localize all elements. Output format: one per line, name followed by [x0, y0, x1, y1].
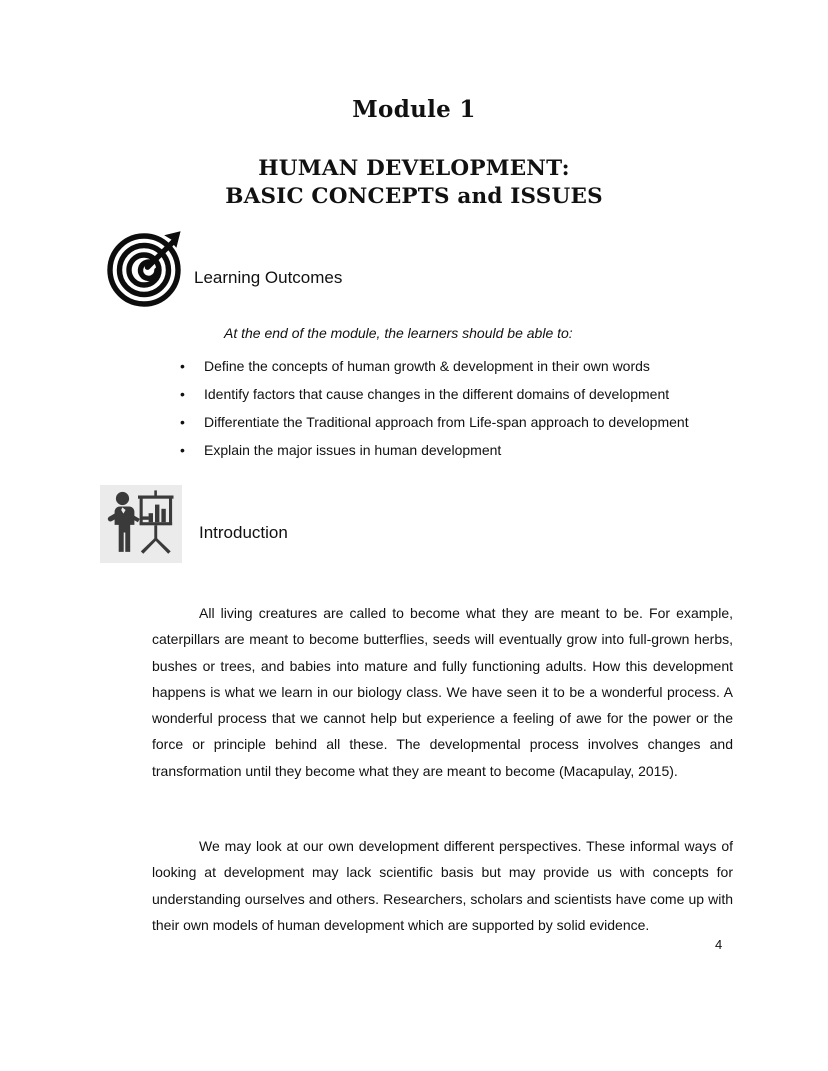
introduction-paragraph-2	[152, 833, 733, 938]
subtitle-line-2: BASIC CONCEPTS and ISSUES	[225, 184, 603, 209]
presenter-with-bar-chart-icon	[100, 485, 182, 563]
introduction-heading: Introduction	[199, 523, 288, 542]
bullet-glyph: •	[180, 386, 185, 402]
paragraph-text: We may look at our own development different perspectives. These informal ways of looking at development may lack scientific basis but may provide us with concepts for understanding ourselves and others. Researchers, scholars and scientists have come up with their own models of human development which are supported by solid evidence.	[152, 838, 733, 933]
list-item	[178, 380, 778, 408]
list-item	[178, 436, 778, 464]
list-item-label: Differentiate the Traditional approach from Life-span approach to development	[204, 414, 689, 430]
bullet-glyph: •	[180, 442, 185, 458]
list-item-label: Explain the major issues in human development	[204, 442, 502, 458]
introduction-header	[100, 485, 400, 565]
list-item-label: Define the concepts of human growth & development in their own words	[204, 358, 650, 374]
target-bullseye-arrow-icon	[101, 222, 197, 308]
bullet-glyph: •	[180, 358, 185, 374]
page-number: 4	[715, 937, 723, 952]
introduction-paragraph-1	[152, 600, 733, 784]
learning-outcomes-lead-in: At the end of the module, the learners should be able to:	[224, 325, 573, 341]
paragraph-text: All living creatures are called to become what they are meant to be. For example, caterpillars are meant to become butterflies, seeds will eventually grow into full-grown herbs, bushes or trees, and babies into mature and fully functioning adults. How this development happens is what we learn in our biology class. We have seen it to be a wonderful process. A wonderful process that we cannot help but experience a feeling of awe for the power or the force or principle behind all these. The developmental process involves changes and transformation until they become what they are meant to become (Macapulay, 2015).	[152, 605, 733, 779]
subtitle-line-1: HUMAN DEVELOPMENT:	[258, 156, 570, 181]
document-subtitle	[0, 155, 828, 211]
learning-outcomes-heading: Learning Outcomes	[194, 268, 343, 287]
list-item	[178, 352, 778, 380]
list-item-label: Identify factors that cause changes in the different domains of development	[204, 386, 670, 402]
learning-outcomes-list	[178, 352, 778, 464]
bullet-glyph: •	[180, 414, 185, 430]
page-title: Module 1	[352, 96, 476, 123]
list-item	[178, 408, 778, 436]
learning-outcomes-header	[101, 222, 431, 308]
